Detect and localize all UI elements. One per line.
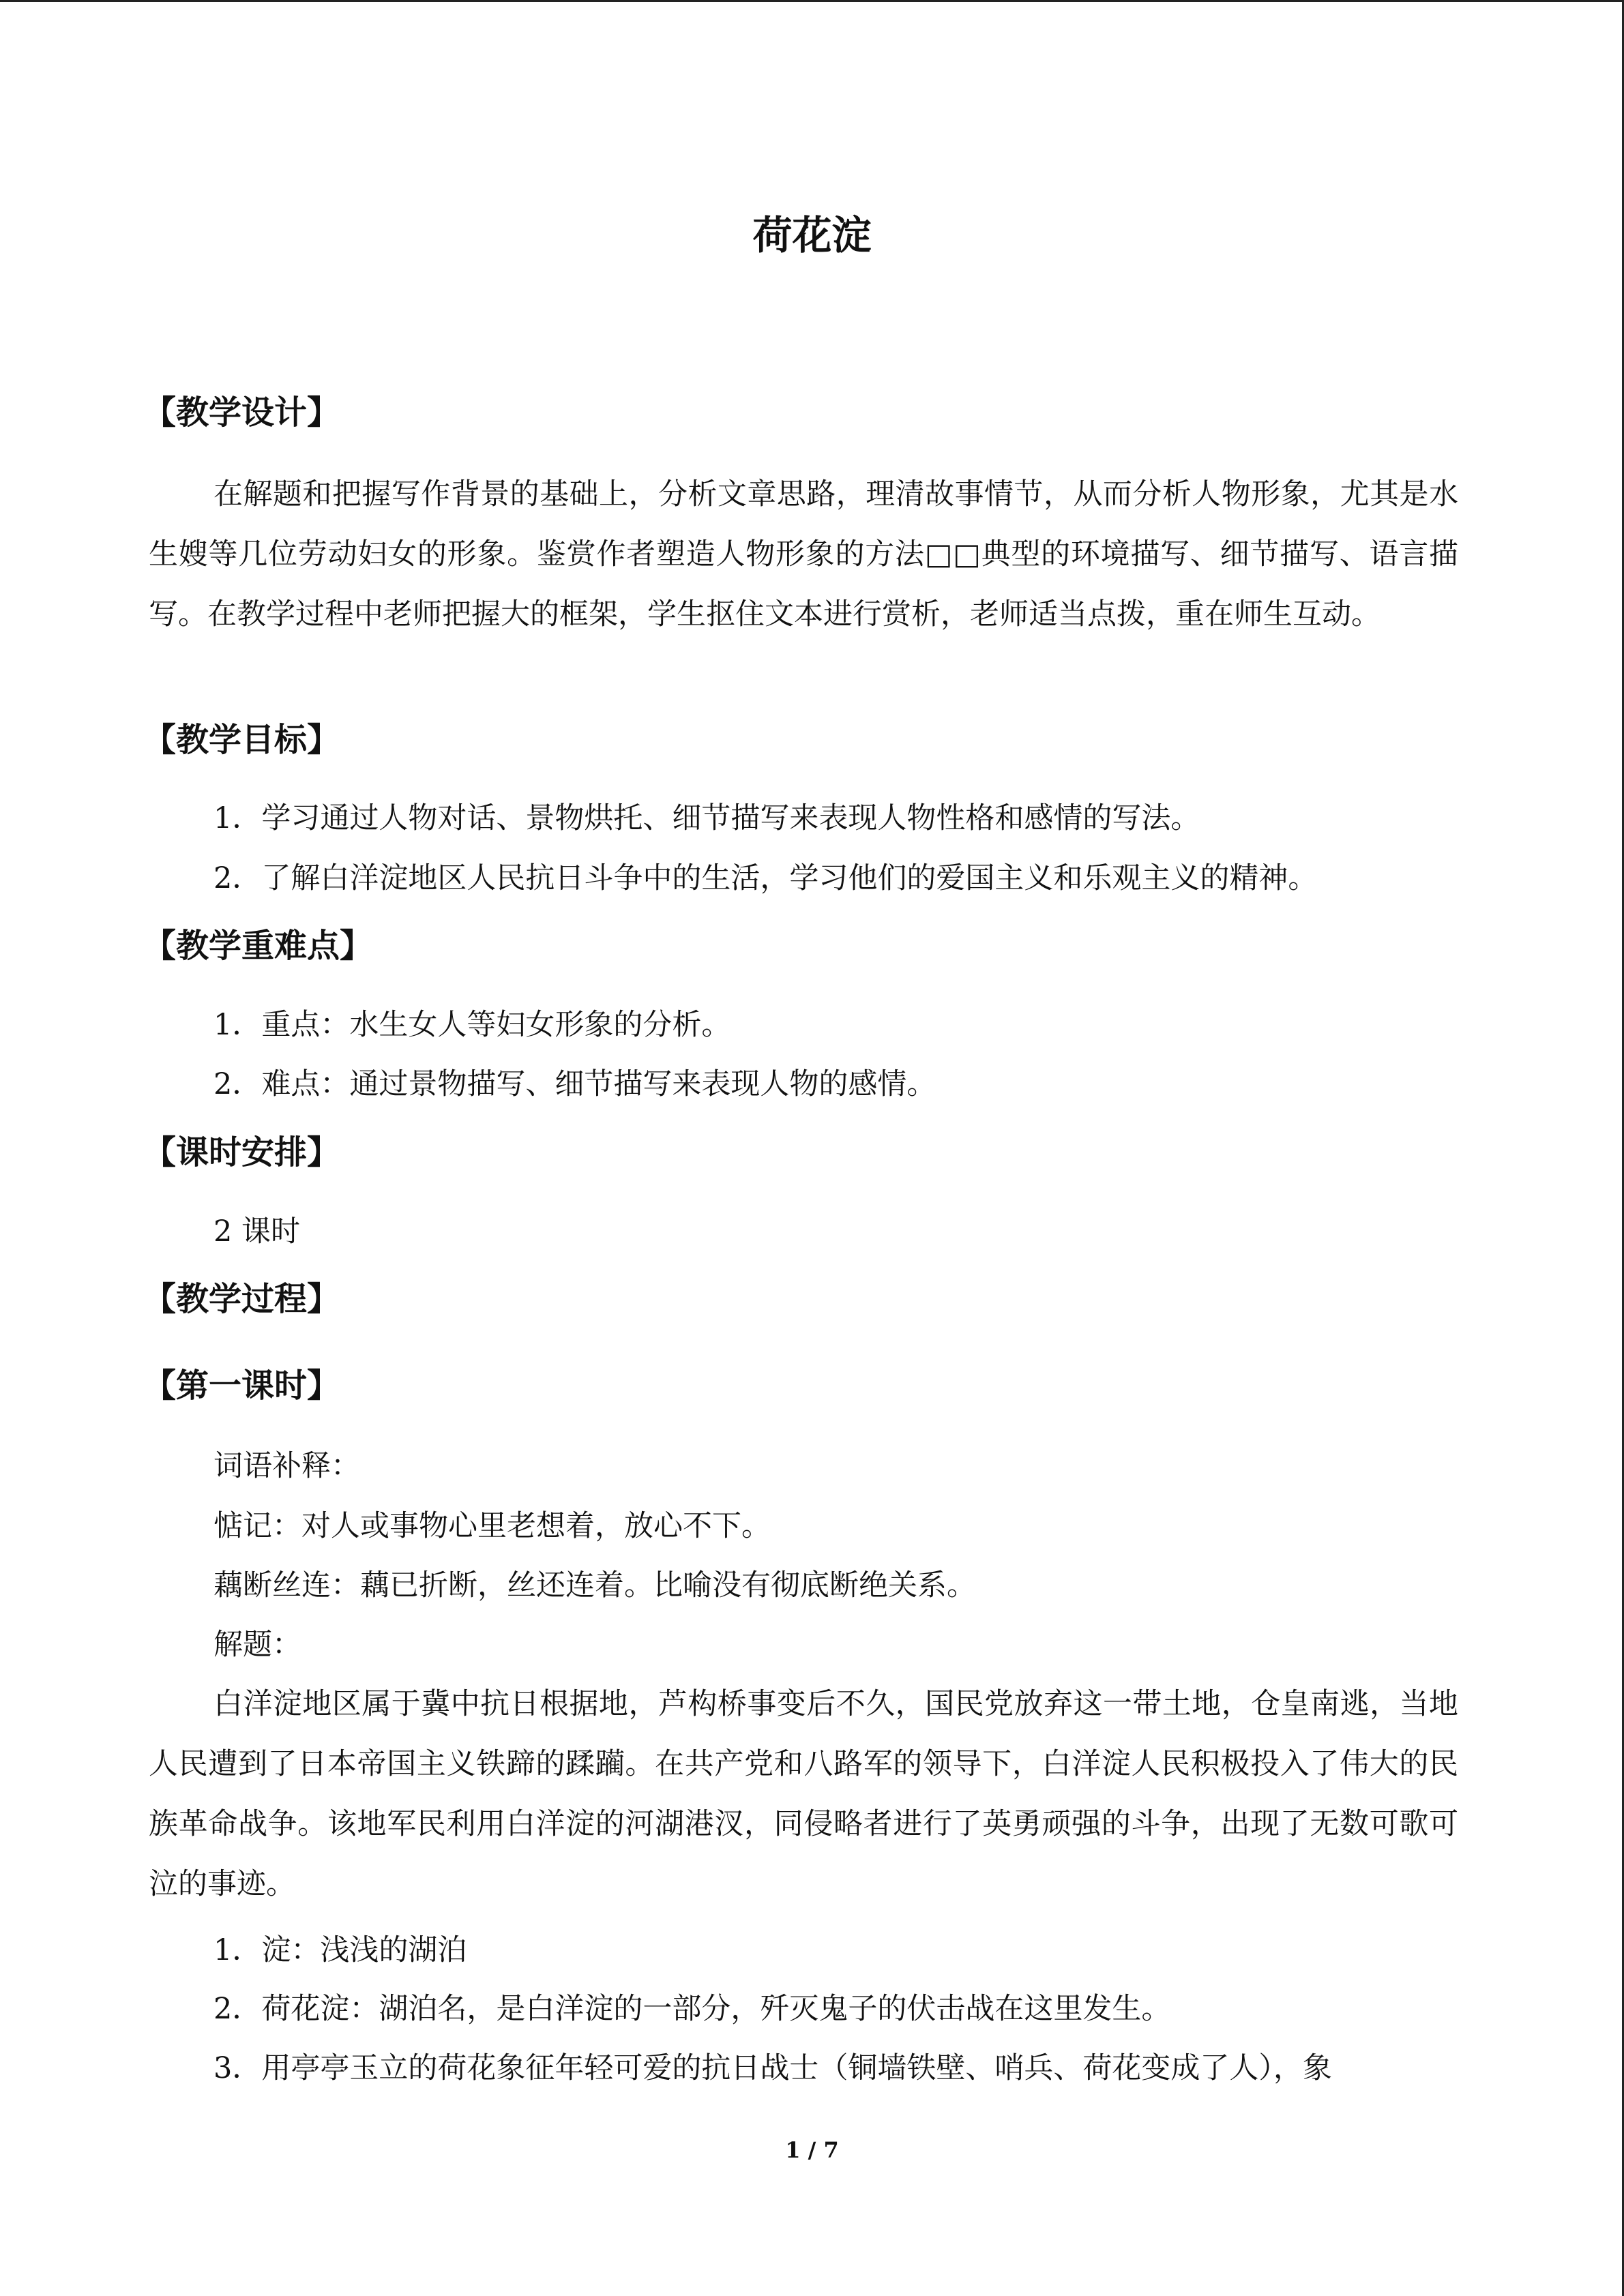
paragraph-background: 白洋淀地区属于冀中抗日根据地，芦构桥事变后不久，国民党放弃这一带土地，仓皇南逃，当地人民遭到了日本帝国主义铁蹄的蹂躏。在共产党和八路军的领导下，白洋淀人民积极投入了伟大的民族革命战争。该地军民利用白洋淀的河湖港汊，同侵略者进行了英勇顽强的斗争，出现了无数可歌可泣的事迹。 xyxy=(149,1687,1458,1901)
key-point-item-1: 1．重点：水生女人等妇女形象的分析。 xyxy=(213,1008,731,1042)
page-top-border xyxy=(0,0,1624,2)
lesson-one-item-3: 3．用亭亭玉立的荷花象征年轻可爱的抗日战士（铜墙铁壁、哨兵、荷花变成了人），象 xyxy=(213,2051,1332,2085)
page-number: 1 / 7 xyxy=(785,2137,839,2163)
heading-teaching-design: 【教学设计】 xyxy=(143,393,340,432)
document-title: 荷花淀 xyxy=(752,212,872,258)
key-point-item-2: 2．难点：通过景物描写、细节描写来表现人物的感情。 xyxy=(213,1067,936,1101)
heading-key-points: 【教学重难点】 xyxy=(143,927,373,965)
goal-item-1: 1．学习通过人物对话、景物烘托、细节描写来表现人物性格和感情的写法。 xyxy=(213,801,1200,835)
goal-item-2: 2．了解白洋淀地区人民抗日斗争中的生活，学习他们的爱国主义和乐观主义的精神。 xyxy=(213,861,1318,895)
lesson-one-line-2: 惦记：对人或事物心里老想着，放心不下。 xyxy=(213,1509,771,1543)
schedule-text: 2 课时 xyxy=(213,1214,301,1249)
heading-schedule: 【课时安排】 xyxy=(143,1133,340,1172)
heading-lesson-one: 【第一课时】 xyxy=(143,1367,340,1405)
lesson-one-line-4: 解题： xyxy=(213,1628,301,1662)
heading-teaching-process: 【教学过程】 xyxy=(143,1280,340,1318)
lesson-one-line-3: 藕断丝连：藕已折断，丝还连着。比喻没有彻底断绝关系。 xyxy=(213,1568,976,1602)
lesson-one-item-2: 2．荷花淀：湖泊名，是白洋淀的一部分，歼灭鬼子的伏击战在这里发生。 xyxy=(213,1992,1171,2026)
lesson-one-item-1: 1．淀：浅浅的湖泊 xyxy=(213,1933,467,1967)
lesson-one-line-1: 词语补释： xyxy=(213,1449,360,1483)
heading-teaching-goals: 【教学目标】 xyxy=(143,721,340,759)
paragraph-teaching-design: 在解题和把握写作背景的基础上，分析文章思路，理清故事情节，从而分析人物形象，尤其是水生嫂等几位劳动妇女的形象。鉴赏作者塑造人物形象的方法□□典型的环境描写、细节描写、语言描写。在教学过程中老师把握大的框架，学生抠住文本进行赏析，老师适当点拨，重在师生互动。 xyxy=(149,477,1458,631)
